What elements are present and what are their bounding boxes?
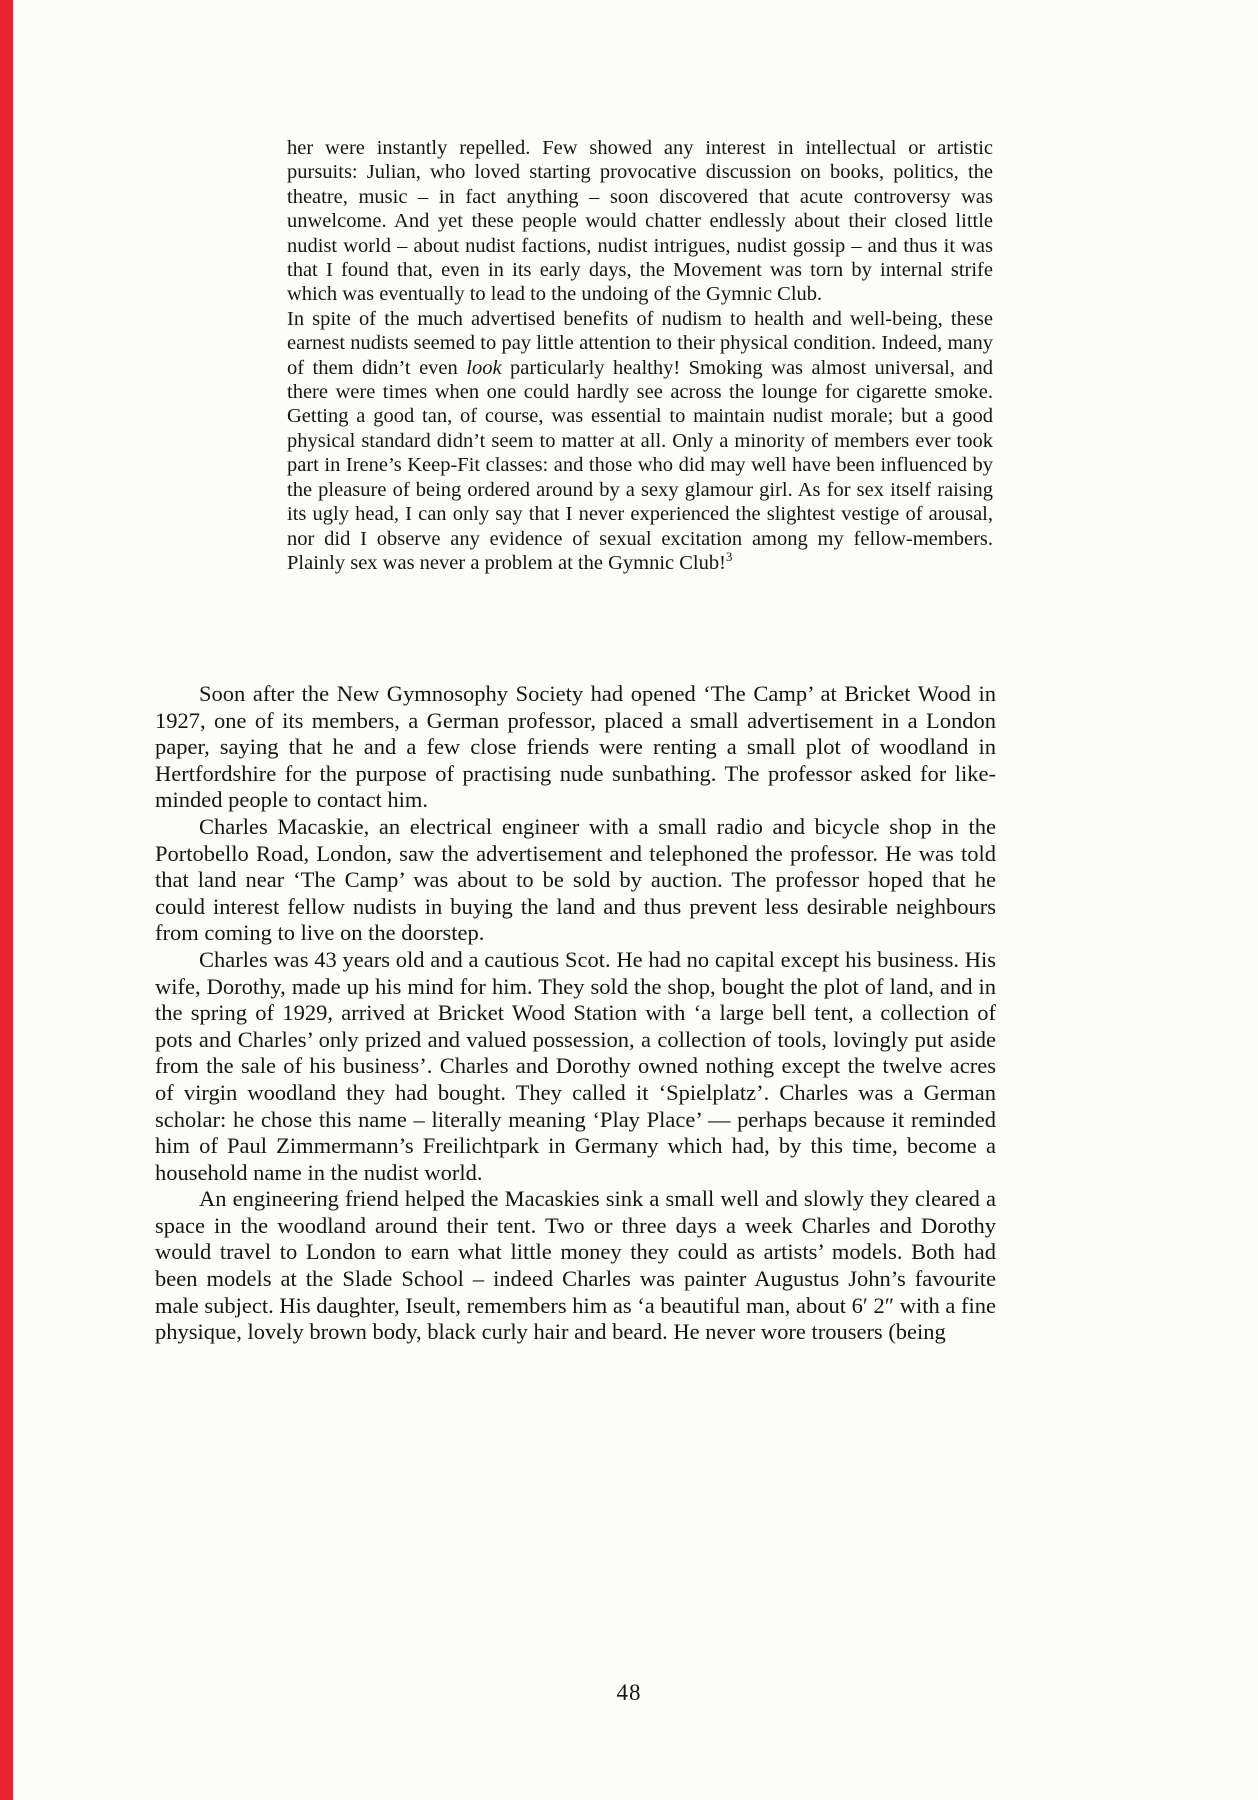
- body-paragraph: Charles was 43 years old and a cautious Scot. He had no capital except his business. His wife, Dorothy, made up his mind for him. They sold the shop, bought the plot of land, and in the spring of 1929, arrived at Bricket Wood Station with ‘a large bell tent, a collection of pots and Charles’ only prized and valued possession, a collection of tools, lovingly put aside from the sale of his business’. Charles and Dorothy owned nothing except the twelve acres of virgin woodland they had bought. They called it ‘Spielplatz’. Charles was a German scholar: he chose this name – literally meaning ‘Play Place’ — perhaps because it reminded him of Paul Zimmermann’s Freilichtpark in Germany which had, by this time, become a household name in the nudist world.: [155, 946, 996, 1185]
- page-number: 48: [616, 1680, 642, 1705]
- body-paragraph: Charles Macaskie, an electrical engineer with a small radio and bicycle shop in the Portobello Road, London, saw the advertisement and telephoned the professor. He was told that land near ‘The Camp’ was about to be sold by auction. The professor hoped that he could interest fellow nudists in buying the land and thus prevent less desirable neighbours from coming to live on the doorstep.: [155, 813, 996, 946]
- footnote-marker: 3: [725, 550, 733, 565]
- body-paragraph: Soon after the New Gymnosophy Society had opened ‘The Camp’ at Bricket Wood in 1927, one of its members, a German professor, placed a small advertisement in a London paper, saying that he and a few close friends were renting a small plot of woodland in Hertfordshire for the purpose of practising nude sunbathing. The professor asked for like-minded people to contact him.: [155, 681, 996, 813]
- quote-paragraph: her were instantly repelled. Few showed any interest in intellectual or artistic pursuits: Julian, who loved starting provocative discussion on books, politics, the theatre, music – in fact anything – soon discovered that acute controversy was unwelcome. And yet these people would chatter endlessly about their closed little nudist world – about nudist factions, nudist intrigues, nudist gossip – and thus it was that I found that, even in its early days, the Movement was torn by internal strife which was eventually to lead to the undoing of the Gymnic Club.: [287, 137, 993, 306]
- block-quote: [287, 136, 993, 575]
- body-paragraph: An engineering friend helped the Macaskies sink a small well and slowly they cleared a space in the woodland around their tent. Two or three days a week Charles and Dorothy would travel to London to earn what little money they could as artists’ models. Both had been models at the Slade School – indeed Charles was painter Augustus John’s favourite male subject. His daughter, Iseult, remembers him as ‘a beautiful man, about 6′ 2″ with a fine physique, lovely brown body, black curly hair and beard. He never wore trousers (being: [155, 1186, 996, 1345]
- body-text: [155, 681, 996, 1346]
- red-spine-stripe: [0, 0, 13, 1800]
- quote-paragraph: In spite of the much advertised benefits of nudism to health and well-being, these earnest nudists seemed to pay little attention to their physical condition. Indeed, many of them didn’t even look particularly healthy! Smoking was almost universal, and there were times when one could hardly see across the lounge for cigarette smoke. Getting a good tan, of course, was essential to maintain nudist morale; but a good physical standard didn’t seem to matter at all. Only a minority of members ever took part in Irene’s Keep-Fit classes: and those who did may well have been influenced by the pleasure of being ordered around by a sexy glamour girl. As for sex itself raising its ugly head, I can only say that I never experienced the slightest vestige of arousal, nor did I observe any evidence of sexual excitation among my fellow-members. Plainly sex was never a problem at the Gymnic Club!$^3$: [287, 307, 993, 574]
